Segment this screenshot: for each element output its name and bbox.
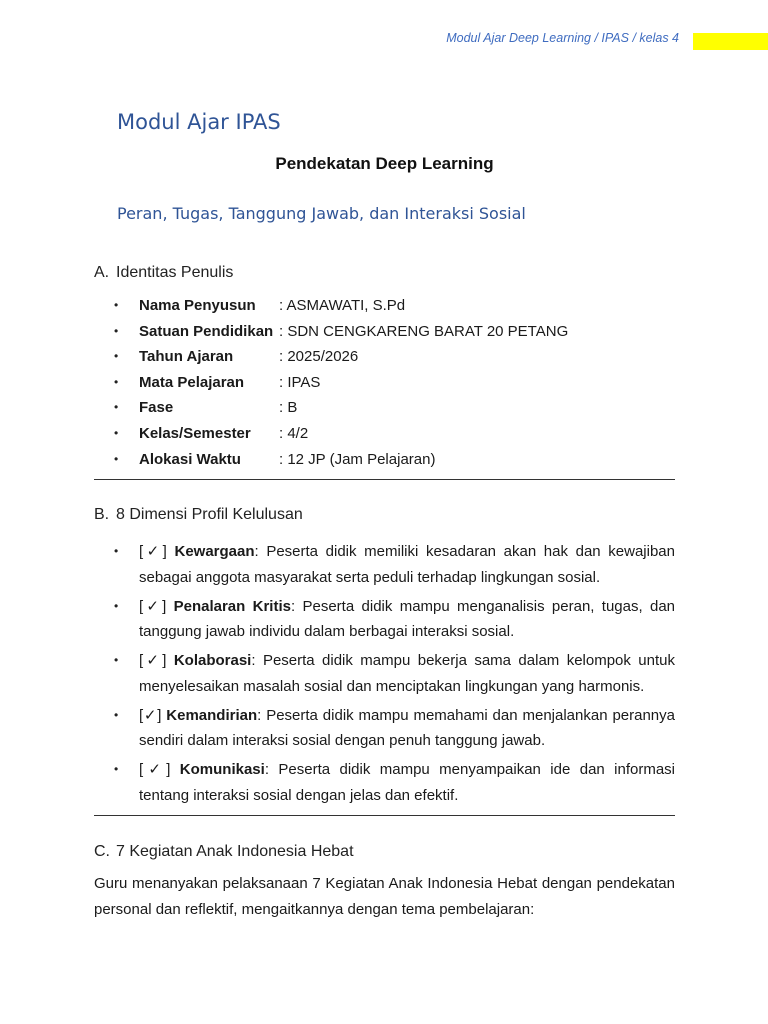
- section-divider: [94, 479, 675, 480]
- dimension-name: Penalaran Kritis: [173, 597, 291, 615]
- dimension-desc: : Peserta didik memiliki kesadaran akan hak dan kewajiban sebagai anggota masyarakat serta peduli terhadap lingkungan sosial.: [139, 543, 675, 586]
- bullet-icon: •: [114, 762, 119, 776]
- dimension-desc: : Peserta didik mampu bekerja sama dalam kelompok untuk menyelesaikan masalah sosial dan menciptakan lingkungan yang harmonis.: [139, 652, 676, 695]
- document-topic: Peran, Tugas, Tanggung Jawab, dan Interaksi Sosial: [117, 204, 526, 223]
- section-b-heading: [94, 506, 303, 524]
- section-a-title: Identitas Penulis: [116, 264, 234, 281]
- identity-key: Mata Pelajaran: [139, 373, 245, 391]
- identity-key: Satuan Pendidikan: [139, 322, 274, 340]
- identity-value: : 4/2: [279, 424, 309, 442]
- dimension-name: Komunikasi: [179, 761, 265, 778]
- dimension-desc: : Peserta didik mampu memahami dan menjalankan perannya sendiri dalam interaksi sosial dengan penuh tanggung jawab.: [139, 706, 675, 749]
- dimension-desc: : Peserta didik mampu menganalisis peran, tugas, dan tanggung jawab individu dalam berbagai interaksi sosial.: [139, 597, 676, 640]
- dimension-item: [94, 539, 675, 590]
- dimension-list: [94, 539, 675, 812]
- section-a-letter: A.: [94, 264, 110, 281]
- dimension-desc: : Peserta didik mampu menyampaikan ide dan informasi tentang interaksi sosial dengan jelas dan efektif.: [139, 761, 676, 804]
- document-subtitle: Pendekatan Deep Learning: [275, 154, 494, 173]
- identity-row: [94, 395, 675, 421]
- section-b-title: 8 Dimensi Profil Kelulusan: [116, 506, 303, 523]
- identity-key: Alokasi Waktu: [139, 450, 241, 468]
- section-c-letter: C.: [94, 843, 110, 860]
- section-divider: [94, 815, 675, 816]
- bullet-icon: •: [114, 544, 119, 558]
- identity-row: [94, 421, 675, 447]
- identity-key: Tahun Ajaran: [139, 348, 234, 366]
- section-c-title: 7 Kegiatan Anak Indonesia Hebat: [116, 843, 354, 860]
- identity-row: [94, 293, 675, 319]
- bullet-icon: •: [114, 451, 119, 466]
- check-mark: [✓]: [139, 706, 162, 724]
- bullet-icon: •: [114, 425, 119, 440]
- dimension-name: Kolaborasi: [173, 652, 252, 669]
- identity-row: [94, 319, 675, 345]
- identity-key: Kelas/Semester: [139, 424, 251, 442]
- bullet-icon: •: [114, 400, 119, 415]
- dimension-item: [94, 703, 675, 754]
- identity-list: [94, 293, 675, 472]
- section-b-letter: B.: [94, 506, 110, 523]
- identity-value: : ASMAWATI, S.Pd: [279, 297, 406, 314]
- check-mark: [✓]: [139, 543, 167, 560]
- highlight-marker: [693, 33, 768, 50]
- section-c-heading: [94, 843, 354, 861]
- dimension-item: [94, 648, 675, 699]
- bullet-icon: •: [114, 374, 119, 389]
- identity-key: Fase: [139, 399, 174, 417]
- identity-value: : IPAS: [279, 373, 321, 391]
- identity-value: : B: [279, 399, 298, 417]
- bullet-icon: •: [114, 349, 119, 364]
- check-mark: [✓]: [139, 597, 167, 615]
- bullet-icon: •: [114, 298, 119, 312]
- identity-row: [94, 447, 675, 473]
- section-a-heading: [94, 264, 233, 282]
- bullet-icon: •: [114, 323, 119, 338]
- identity-value: : 12 JP (Jam Pelajaran): [279, 450, 436, 468]
- dimension-name: Kewargaan: [174, 543, 255, 560]
- identity-value: : SDN CENGKARENG BARAT 20 PETANG: [279, 322, 569, 340]
- bullet-icon: •: [114, 598, 119, 613]
- dimension-item: [94, 757, 675, 808]
- dimension-name: Kemandirian: [166, 706, 258, 724]
- document-title: Modul Ajar IPAS: [117, 110, 281, 134]
- section-c-paragraph: Guru menanyakan pelaksanaan 7 Kegiatan Anak Indonesia Hebat dengan pendekatan personal dan reflektif, mengaitkannya dengan tema pembelajaran:: [94, 875, 675, 918]
- check-mark: [✓]: [139, 761, 171, 778]
- bullet-icon: •: [114, 707, 119, 722]
- check-mark: [✓]: [139, 652, 167, 669]
- running-header: Modul Ajar Deep Learning / IPAS / kelas 4: [446, 31, 679, 45]
- identity-row: [94, 344, 675, 370]
- bullet-icon: •: [114, 653, 119, 667]
- identity-value: : 2025/2026: [279, 348, 359, 366]
- identity-row: [94, 370, 675, 396]
- identity-key: Nama Penyusun: [139, 297, 256, 314]
- dimension-item: [94, 594, 675, 645]
